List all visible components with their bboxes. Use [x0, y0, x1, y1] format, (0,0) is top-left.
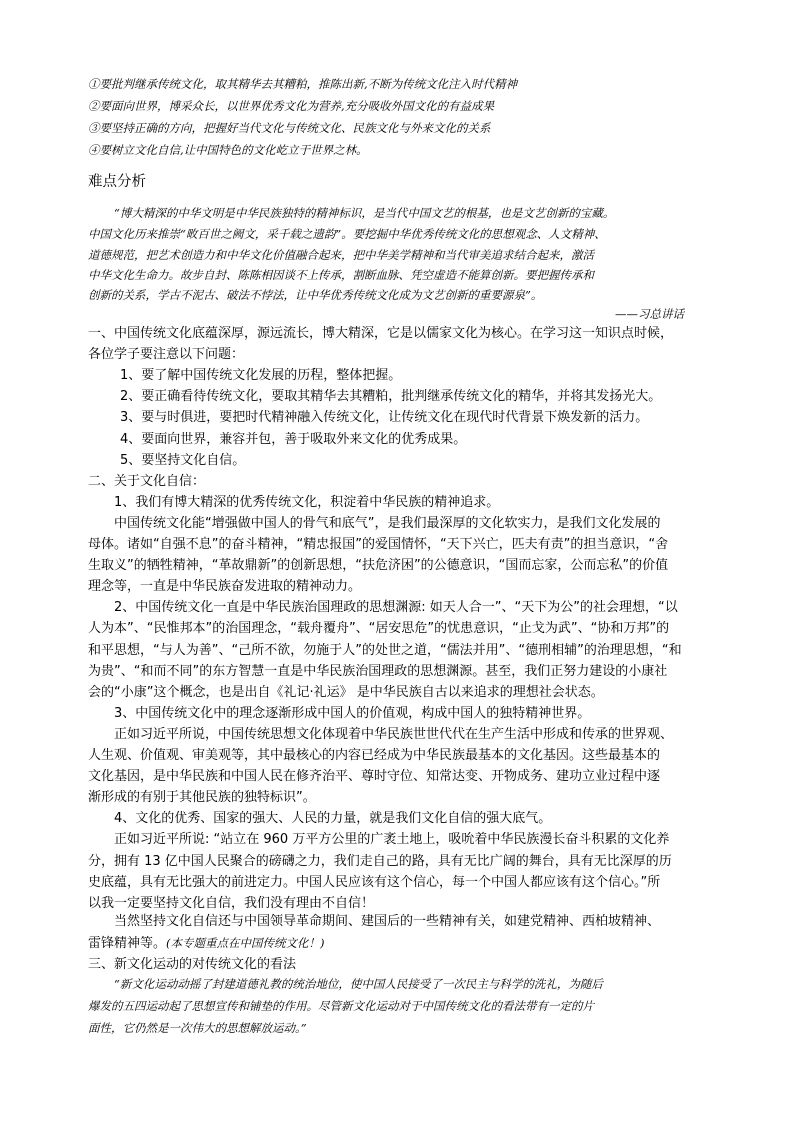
body-line: 1、要了解中国传统文化发展的历程，整体把握。	[120, 368, 402, 383]
quote-line: 中华文化生命力。故步自封、陈陈相因谈不上传承，割断血脉、凭空虚造不能算创新。要把握传承和	[88, 268, 594, 282]
body-line: 分，拥有 13 亿中国人民聚合的磅礴之力，我们走自己的路，具有无比广阔的舞台，具有无比深厚的历	[88, 854, 672, 869]
body-line: 各位学子要注意以下问题：	[88, 347, 245, 362]
body-line: 2、中国传统文化一直是中华民族治国理政的思想渊源: 如天人合一”、“天下为公”的社会理想，“以	[114, 600, 678, 615]
body-line: 人生观、价值观、审美观等，其中最核心的内容已经成为中华民族最基本的文化基因。这些最基本的	[88, 748, 661, 763]
quote-line: 道德规范，把艺术创造力和中华文化价值融合起来，把中华美学精神和当代审美追求结合起来，激活	[88, 248, 594, 262]
body-line: 文化基因，是中华民族和中国人民在修齐治平、尊时守位、知常达变、开物成务、建功立业过程中逐	[88, 769, 661, 784]
body-line: 理念等，一直是中华民族奋发进取的精神动力。	[88, 579, 362, 594]
body-line: 渐形成的有别于其他民族的独特标识”。	[88, 790, 316, 805]
body-line: 会的“小康”这个概念，也是出自《礼记·礼运》 是中华民族自古以来追求的理想社会状态。	[88, 685, 604, 700]
body-line: 二、关于文化自信：	[88, 474, 206, 489]
section-heading: 难点分析	[88, 174, 146, 190]
body-line: 史底蕴，具有无比强大的前进定力。中国人民应该有这个信心，每一个中国人都应该有这个信心。”所	[88, 875, 661, 890]
body-line: 为贵”、“和而不同”的东方智慧一直是中华民族治国理政的思想渊源。甚至，我们正努力建设的小康社	[88, 664, 668, 679]
body-line: 正如习近平所说，中国传统思想文化体现着中华民族世世代代在生产生活中形成和传承的世界观、	[114, 727, 674, 742]
final-quote-line: 面性，它仍然是一次伟大的思想解放运动。”	[88, 1021, 307, 1035]
section-heading-3: 三、新文化运动的对传统文化的看法	[88, 957, 297, 972]
body-line: 母体。诸如“自强不息”的奋斗精神，“精忠报国”的爱国情怀，“天下兴亡，匹夫有责”的担当意识，“舍	[88, 537, 669, 552]
requirement-item: ④要树立文化自信,让中国特色的文化屹立于世界之林。	[88, 143, 368, 157]
body-line: 生取义”的牺牲精神，“革故鼎新”的创新思想，“扶危济困”的公德意识，“国而忘家，公而忘私”的价值	[88, 558, 669, 573]
quote-attribution: ——习总讲话	[615, 307, 684, 321]
body-line: 人为本”、“民惟邦本”的治国理念，“载舟覆舟”、“居安思危”的忧患意识，“止戈为武”、“协和万邦”的	[88, 621, 670, 636]
quote-line: “博大精深的中华文明是中华民族独特的精神标识，是当代中国文艺的根基，也是文艺创新的宝藏。	[114, 206, 615, 220]
body-line: 5、要坚持文化自信。	[120, 453, 246, 468]
requirement-item: ②要面向世界，博采众长，以世界优秀文化为营养,充分吸收外国文化的有益成果	[88, 99, 495, 113]
body-line: 3、要与时俱进，要把时代精神融入传统文化，让传统文化在现代时代背景下焕发新的活力。	[120, 410, 649, 425]
closing-line-tail	[88, 932, 325, 951]
quote-line: 中国文化历来推崇“畋百世之阙文，采千载之遗韵”。要挖掘中华优秀传统文化的思想观念、人文精神、	[88, 227, 606, 241]
body-line: 以我一定要坚持文化自信，我们没有理由不自信！	[88, 896, 375, 911]
body-line: 4、文化的优秀、国家的强大、人民的力量，就是我们文化自信的强大底气。	[114, 811, 552, 826]
body-line: 中国传统文化能“增强做中国人的骨气和底气”，是我们最深厚的文化软实力，是我们文化发展的	[114, 516, 661, 531]
body-line: 正如习近平所说: “站立在 960 万平方公里的广袤土地上，吸吮着中华民族漫长奋斗积累的文化养	[114, 832, 670, 847]
requirement-item: ③要坚持正确的方向，把握好当代文化与传统文化、民族文化与外来文化的关系	[88, 121, 491, 135]
body-line: 3、中国传统文化中的理念逐渐形成中国人的价值观，构成中国人的独特精神世界。	[114, 706, 591, 721]
body-line: 2、要正确看待传统文化，要取其精华去其糟粕，批判继承传统文化的精华，并将其发扬光大。	[120, 389, 662, 404]
body-line: 和平思想，“与人为善”、“己所不欲，勿施于人”的处世之道，“儒法并用”、“德刑相辅”的治理思想，“和	[88, 643, 682, 658]
body-line: 4、要面向世界，兼容并包，善于吸取外来文化的优秀成果。	[120, 432, 467, 447]
requirement-item: ①要批判继承传统文化，取其精华去其糟粕，推陈出新,不断为传统文化注入时代精神	[88, 77, 518, 91]
final-quote-line: “新文化运动动摇了封建道德礼教的统治地位，使中国人民接受了一次民主与科学的洗礼，为随后	[114, 977, 603, 991]
body-line: 一、中国传统文化底蕴深厚，源远流长，博大精深，它是以儒家文化为核心。在学习这一知识点时候，	[88, 326, 674, 341]
body-line: 1、我们有博大精深的优秀传统文化，积淀着中华民族的精神追求。	[114, 495, 500, 510]
quote-line: 创新的关系，学古不泥古、破法不悖法，让中华优秀传统文化成为文艺创新的重要源泉”。	[88, 288, 543, 302]
closing-note: (本专题重点在中国传统文化！)	[166, 936, 325, 950]
final-quote-line: 爆发的五四运动起了思想宣传和铺垫的作用。尽管新文化运动对于中国传统文化的看法带有一定的片	[88, 999, 594, 1013]
closing-line: 当然坚持文化自信还与中国领导革命期间、建国后的一些精神有关，如建党精神、西柏坡精神、	[114, 914, 661, 929]
closing-tail: 雷锋精神等。	[88, 936, 167, 951]
